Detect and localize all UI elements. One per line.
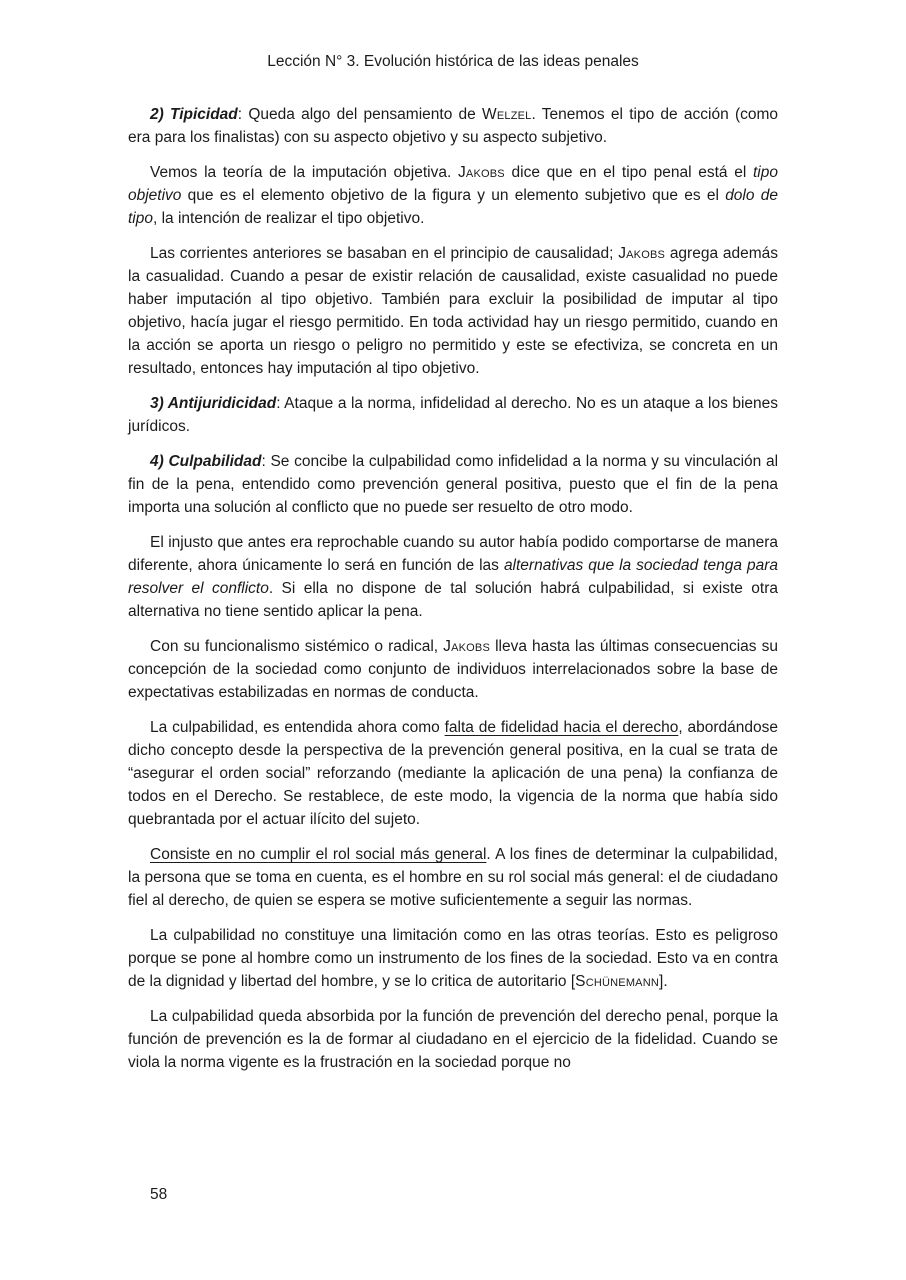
text-run: que es el elemento objetivo de la figura y un elemento subjetivo que es el — [181, 187, 726, 204]
text-run: , abordándose dicho concepto desde la perspectiva de la prevención general positiva, en la cual se trata de “asegurar el orden social” reforzando (mediante la aplicación de una pena) la confianza de todos en el Derecho. Se restablece, de este modo, la vigencia de la norma que había sido quebrantada por el actuar ilícito del sujeto. — [128, 719, 779, 828]
text-run: Consiste en no cumplir el rol social más general — [150, 846, 487, 863]
page-header: Lección N° 3. Evolución histórica de las ideas penales — [267, 53, 639, 70]
paragraph — [128, 716, 778, 831]
text-run: ]. — [659, 973, 668, 990]
text-run: Con su funcionalismo sistémico o radical, — [150, 638, 444, 655]
paragraph — [128, 531, 778, 623]
text-run: alternativas que la sociedad tenga para resolver el conflicto — [128, 557, 779, 597]
text-run: , la intención de realizar el tipo objetivo. — [153, 210, 425, 227]
paragraph — [128, 242, 778, 380]
text-run: : Queda algo del pensamiento de — [237, 106, 483, 123]
text-run: falta de fidelidad hacia el derecho — [444, 719, 679, 736]
text-run: dolo de tipo — [128, 187, 778, 227]
paragraph — [128, 635, 778, 704]
text-run: dice que en el tipo penal está el — [504, 164, 753, 181]
paragraph — [128, 924, 778, 993]
paragraph — [128, 161, 778, 230]
text-run: El injusto que antes era reprochable cuando su autor había podido comportarse de manera diferente, ahora únicamente lo será en función de las — [128, 534, 778, 574]
paragraph — [128, 392, 778, 438]
text-run: La culpabilidad queda absorbida por la función de prevención del derecho penal, porque la función de prevención es la de formar al ciudadano en el ejercicio de la fidelidad. Cuando se viola la norma vigente es la frustración en la sociedad porque no — [128, 1008, 778, 1071]
text-run: Vemos la teoría de la imputación objetiva. — [150, 164, 458, 181]
paragraph — [128, 450, 778, 519]
text-run: agrega además la casualidad. Cuando a pesar de existir relación de causalidad, existe casualidad no puede haber imputación al tipo objetivo. También para excluir la posibilidad de imputar al tipo objetivo, hacía jugar el riesgo permitido. En toda actividad hay un riesgo permitido, cuando en la acción se aporta un riesgo o peligro no permitido y este se efectiviza, se concreta en un resultado, entonces hay imputación al tipo objetivo. — [128, 245, 778, 377]
text-run: La culpabilidad no constituye una limitación como en las otras teorías. Esto es peligroso porque se pone al hombre como un instrumento de los fines de la sociedad. Esto va en contra de la dignidad y libertad del hombre, y se lo critica de autoritario [ — [128, 927, 778, 990]
text-run: . Tenemos el tipo de acción (como era para los finalistas) con su aspecto objetivo y su aspecto subjetivo. — [128, 106, 779, 146]
paragraph — [128, 103, 778, 149]
text-run: : Se concibe la culpabilidad como infidelidad a la norma y su vinculación al fin de la pena, entendido como prevención general positiva, puesto que el fin de la pena importa una solución al conflicto que no puede ser resuelto de otro modo. — [128, 453, 779, 516]
smallcaps-name: Jakobs — [618, 245, 666, 262]
smallcaps-name: Schünemann — [575, 973, 660, 990]
text-run: 3) Antijuridicidad — [150, 395, 277, 412]
smallcaps-name: Welzel — [482, 106, 532, 123]
page-number: 58 — [150, 1186, 168, 1203]
smallcaps-name: Jakobs — [457, 164, 505, 181]
text-run: tipo objetivo — [128, 164, 778, 204]
text-run: La culpabilidad, es entendida ahora como — [150, 719, 445, 736]
text-run: : Ataque a la norma, infidelidad al derecho. No es un ataque a los bienes jurídicos. — [128, 395, 778, 435]
text-run: 2) Tipicidad — [150, 106, 238, 123]
text-run: lleva hasta las últimas consecuencias su concepción de la sociedad como conjunto de individuos interrelacionados sobre la base de expectativas estabilizadas en normas de conducta. — [128, 638, 778, 701]
paragraph — [128, 1005, 778, 1074]
smallcaps-name: Jakobs — [443, 638, 490, 655]
text-run: 4) Culpabilidad — [150, 453, 262, 470]
paragraph — [128, 843, 778, 912]
text-run: . Si ella no dispone de tal solución habrá culpabilidad, si existe otra alternativa no tiene sentido aplicar la pena. — [128, 580, 778, 620]
text-run: Las corrientes anteriores se basaban en el principio de causalidad; — [150, 245, 619, 262]
text-run: . A los fines de determinar la culpabilidad, la persona que se toma en cuenta, es el hombre en su rol social más general: el de ciudadano fiel al derecho, de quien se espera se motive suficientemente a seguir las normas. — [128, 846, 778, 909]
document-body — [128, 103, 778, 1086]
